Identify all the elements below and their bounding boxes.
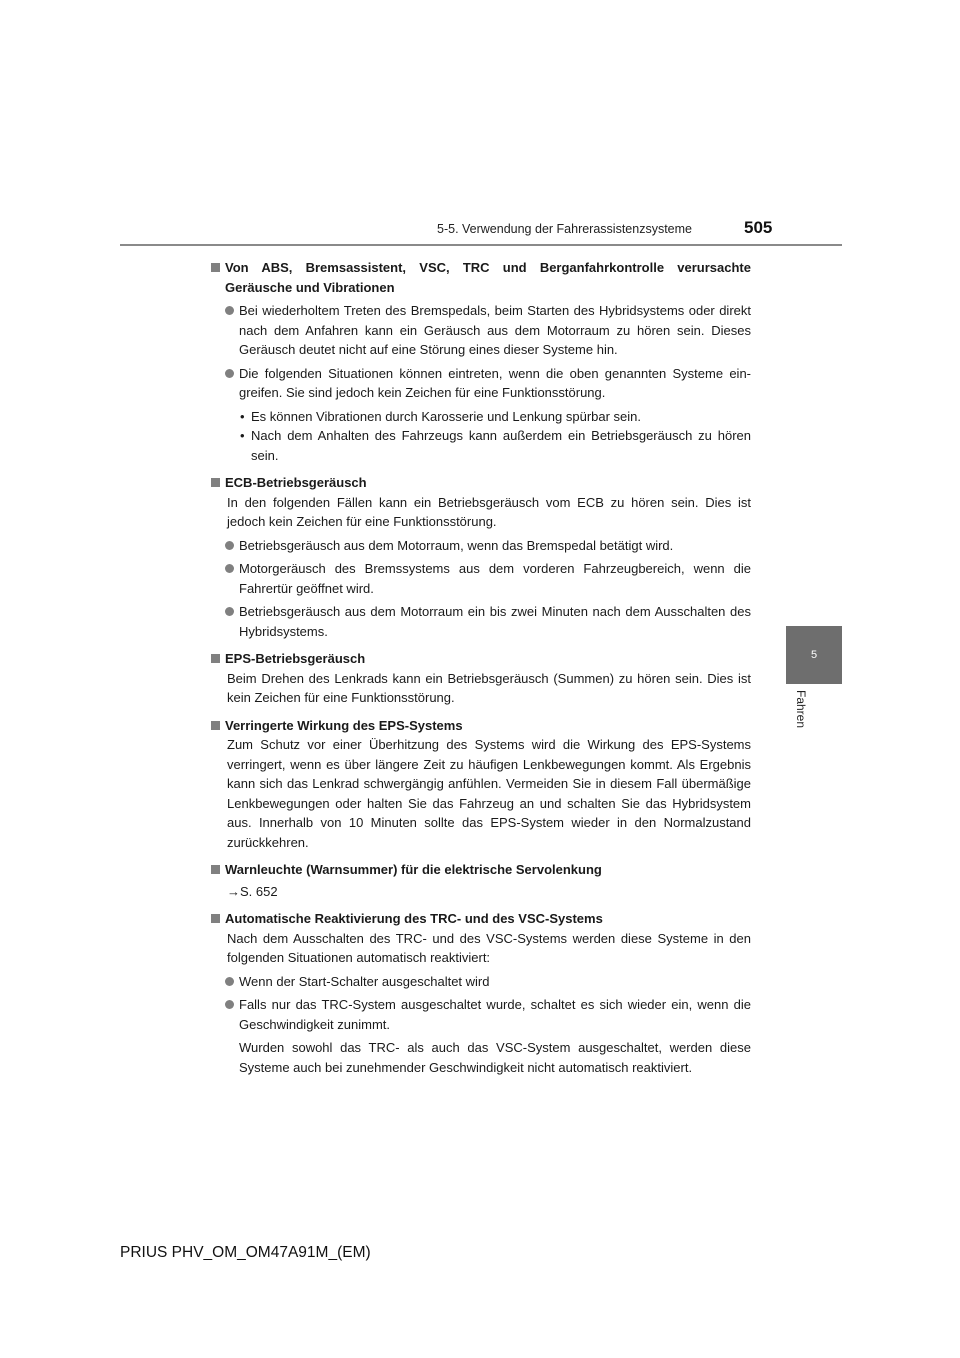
- section-heading-warning-light: Warnleuchte (Warnsummer) für die elektrische Servolenkung: [211, 860, 751, 880]
- dot-mark-icon: •: [240, 408, 245, 424]
- main-content: [211, 255, 751, 1077]
- section-heading-auto-reactivation: Automatische Reaktivierung des TRC- und des VSC-Systems: [211, 909, 751, 929]
- square-bullet-icon: [211, 865, 220, 874]
- page-reference-link[interactable]: →S. 652: [227, 883, 278, 899]
- section-text: Nach dem Ausschalten des TRC- und des VSC-Systems werden diese Systeme in den folgenden Situationen automatisch reaktiviert:: [227, 930, 751, 965]
- square-bullet-icon: [211, 263, 220, 272]
- list-item: Falls nur das TRC-System ausgeschaltet wurde, schaltet es sich wieder ein, wenn die Geschwindigkeit zunimmt.: [211, 995, 751, 1034]
- section-heading-ecb: ECB-Betriebsgeräusch: [211, 473, 751, 493]
- sub-list-item: • Es können Vibrationen durch Karosserie und Lenkung spürbar sein.: [211, 407, 751, 427]
- circle-bullet-icon: [225, 541, 234, 550]
- chapter-tab: [786, 626, 842, 684]
- circle-bullet-icon: [225, 306, 234, 315]
- section-heading-abs: Von ABS, Bremsassistent, VSC, TRC und Berganfahrkontrolle verursachte Geräusche und Vibrationen: [211, 258, 751, 297]
- square-bullet-icon: [211, 654, 220, 663]
- circle-bullet-icon: [225, 564, 234, 573]
- circle-bullet-icon: [225, 1000, 234, 1009]
- section-text: In den folgenden Fällen kann ein Betriebsgeräusch vom ECB zu hören sein. Dies ist jedoch kein Zeichen für eine Funktionsstörung.: [227, 494, 751, 529]
- section-title: 5-5. Verwendung der Fahrerassistenzsysteme: [437, 222, 692, 236]
- square-bullet-icon: [211, 721, 220, 730]
- list-item: Motorgeräusch des Bremssystems aus dem vorderen Fahrzeugbereich, wenn die Fahrertür geöffnet wird.: [211, 559, 751, 598]
- header-divider: [120, 244, 842, 246]
- list-item: Betriebsgeräusch aus dem Motorraum ein bis zwei Minuten nach dem Ausschalten des Hybridsystems.: [211, 602, 751, 641]
- dot-mark-icon: •: [240, 428, 245, 443]
- sub-list-item: • Nach dem Anhalten des Fahrzeugs kann außerdem ein Betriebsgeräusch zu hören sein.: [240, 428, 751, 463]
- list-item: Die folgenden Situationen können eintreten, wenn die oben genannten Systeme ein-greifen. Sie sind jedoch kein Zeichen für eine Funktionsstörung.: [211, 364, 751, 403]
- document-id: PRIUS PHV_OM_OM47A91M_(EM): [120, 1244, 371, 1261]
- circle-bullet-icon: [225, 369, 234, 378]
- page-number: 505: [744, 218, 773, 237]
- section-heading-eps: EPS-Betriebsgeräusch: [211, 649, 751, 669]
- circle-bullet-icon: [225, 607, 234, 616]
- square-bullet-icon: [211, 478, 220, 487]
- section-heading-reduced-eps: Verringerte Wirkung des EPS-Systems: [211, 716, 751, 736]
- square-bullet-icon: [211, 914, 220, 923]
- list-item: Wenn der Start-Schalter ausgeschaltet wird: [211, 972, 751, 992]
- section-text: Beim Drehen des Lenkrads kann ein Betriebsgeräusch (Summen) zu hören sein. Dies ist kein Zeichen für eine Funktionsstörung.: [227, 670, 751, 705]
- list-item: Bei wiederholtem Treten des Bremspedals, beim Starten des Hybridsystems oder direkt nach dem Anfahren kann ein Geräusch aus dem Motorraum zu hören sein. Dieses Geräusch deutet nicht auf eine Störung eines dieser Systeme hin.: [211, 301, 751, 360]
- list-item: Betriebsgeräusch aus dem Motorraum, wenn das Bremspedal betätigt wird.: [211, 536, 751, 556]
- chapter-number: 5: [810, 649, 818, 661]
- note-text: Wurden sowohl das TRC- als auch das VSC-System ausgeschaltet, werden diese Systeme auch bei zunehmender Geschwindigkeit nicht automatisch reaktiviert.: [239, 1040, 751, 1075]
- circle-bullet-icon: [225, 977, 234, 986]
- section-text: Zum Schutz vor einer Überhitzung des Systems wird die Wirkung des EPS-Systems verringert, wenn es über längere Zeit zu häufigen Lenkbewegungen kommt. Als Ergebnis kann sich das Lenkrad schwergängig anfühlen. Vermeiden Sie in diesem Fall übermäßige Lenkbewegungen oder halten Sie das Fahrzeug an und schalten Sie das Hybridsystem aus. Innerhalb von 10 Minuten sollte das EPS-System wieder in den Normalzustand zurückkehren.: [227, 737, 751, 850]
- chapter-label: Fahren: [794, 690, 808, 729]
